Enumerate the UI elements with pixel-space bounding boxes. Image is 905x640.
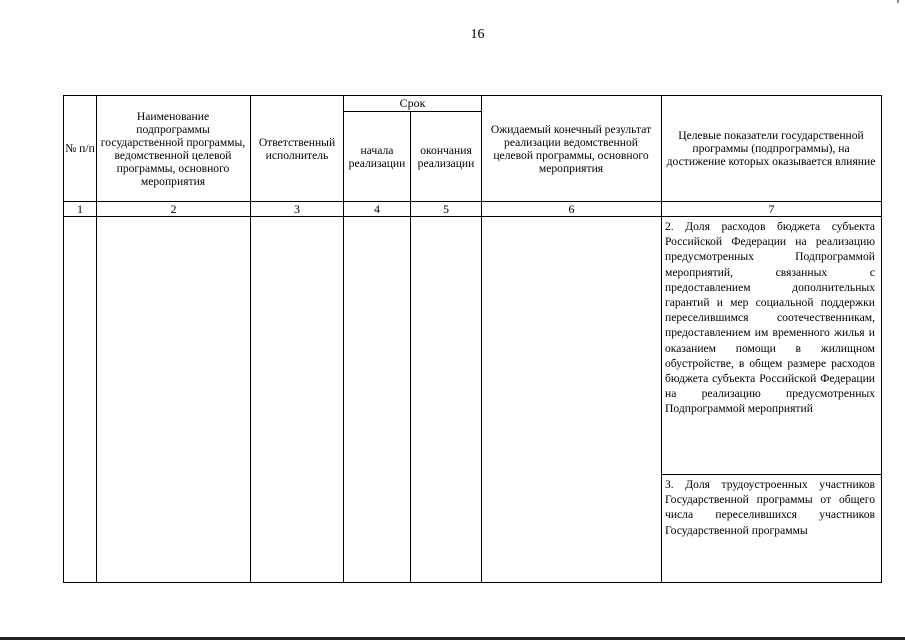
numbers-row-border: [63, 216, 881, 217]
header-executor: Ответственный исполнитель: [258, 135, 336, 162]
col-number-3: 3: [294, 201, 300, 216]
col-number-6: 6: [568, 201, 575, 216]
indicator-item: 2. Доля расходов бюджета субъекта Российской Федерации на реализацию предусмотренных Подпрограммой мероприятий, связанных с предоставлением дополнительных гарантий и мер социальной поддержки переселившимся соотечественникам, предоставлением им временного жилья и оказанием помощи в жилищном обустройстве, в общем размере расходов бюджета субъекта Российской Федерации на реализацию предусмотренных Подпрограммой мероприятий: [665, 220, 875, 416]
header-result: Ожидаемый конечный результат реализации ведомственной целевой программы, основного мероприятия: [490, 122, 652, 175]
header-num: № п/п: [65, 142, 95, 155]
col-border-5: [481, 95, 482, 583]
page-number: 16: [470, 27, 485, 42]
header-indicators: Целевые показатели государственной программы (подпрограммы), на достижение которых оказывается влияние: [666, 129, 876, 168]
indicator-divider: [661, 474, 881, 475]
header-start: начала реализации: [348, 143, 406, 170]
col-border-7: [881, 95, 882, 583]
col-number-1: 1: [77, 201, 83, 216]
header-name: Наименование подпрограммы государственной программы, ведомственной целевой программы, основного мероприятия: [100, 109, 246, 188]
col-border-1: [96, 95, 97, 583]
col-number-4: 4: [374, 201, 380, 216]
table-bottom-border: [63, 582, 881, 583]
header-end: окончания реализации: [417, 143, 475, 170]
header-term: Срок: [399, 96, 426, 110]
col-number-7: 7: [768, 201, 775, 216]
col-number-2: 2: [170, 201, 177, 216]
col-number-5: 5: [443, 201, 449, 216]
col-border-6: [661, 95, 662, 583]
indicator-item: 3. Доля трудоустроенных участников Государственной программы от общего числа переселившихся участников Государственной программы: [665, 478, 875, 537]
